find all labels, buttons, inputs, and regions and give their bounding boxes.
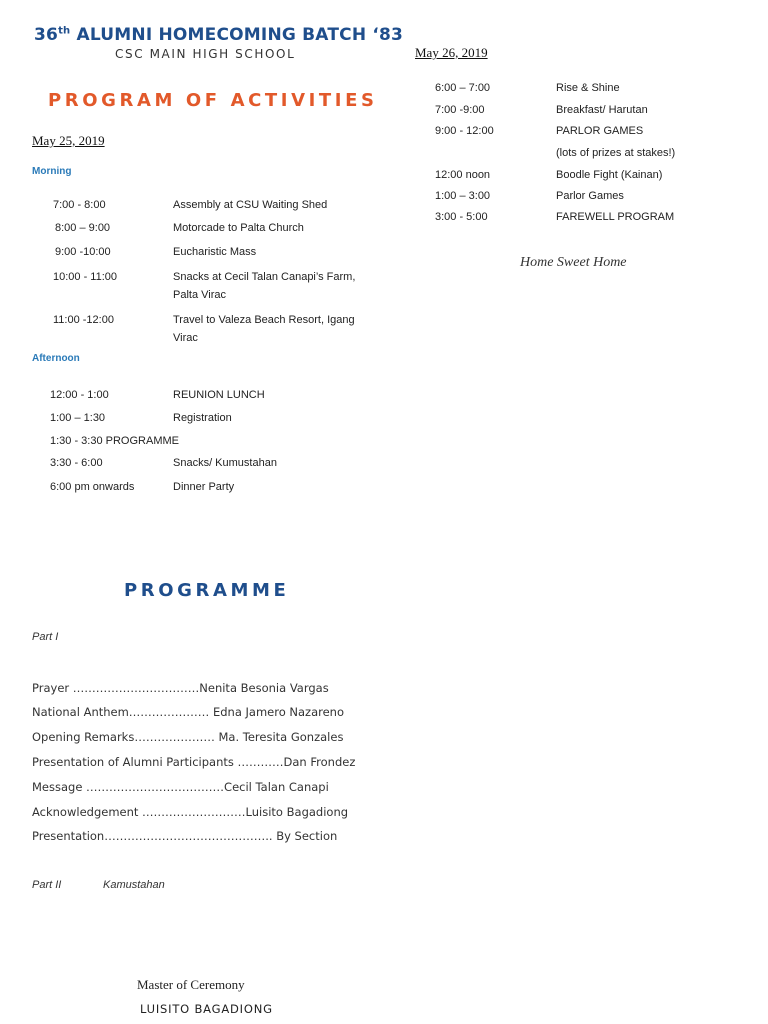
- schedule-activity: REUNION LUNCH: [173, 389, 265, 401]
- document-title: [34, 25, 403, 45]
- schedule-activity: Travel to Valeza Beach Resort, Igang Virac: [173, 314, 355, 344]
- schedule-time: 7:00 - 8:00: [53, 199, 106, 211]
- programme-item: National Anthem………………… Edna Jamero Nazareno: [32, 705, 345, 719]
- programme-item: Presentation…………………………………….. By Section: [32, 829, 338, 843]
- schedule-time: 12:00 - 1:00: [50, 389, 109, 401]
- master-of-ceremony-name: LUISITO BAGADIONG: [140, 1002, 273, 1016]
- part-two-label: Part II: [32, 879, 62, 891]
- schedule-time: 6:00 – 7:00: [435, 82, 491, 94]
- schedule-time: 7:00 -9:00: [435, 104, 485, 116]
- schedule-time: 9:00 -10:00: [55, 246, 111, 258]
- programme-item: Message ………………………………Cecil Talan Canapi: [32, 780, 329, 794]
- schedule-activity: Dinner Party: [173, 481, 235, 493]
- schedule-time: 1:00 – 3:00: [435, 190, 491, 202]
- programme-heading: PROGRAMME: [124, 580, 290, 601]
- schedule-time: 3:00 - 5:00: [435, 211, 488, 223]
- schedule-activity: Assembly at CSU Waiting Shed: [173, 199, 328, 211]
- closing-note: Home Sweet Home: [520, 255, 627, 270]
- schedule-time: 1:30 - 3:30 PROGRAMME: [50, 435, 179, 447]
- schedule-activity: Rise & Shine: [556, 82, 620, 94]
- schedule-activity: Breakfast/ Harutan: [556, 104, 648, 116]
- schedule-activity: Motorcade to Palta Church: [173, 222, 304, 234]
- title-number: 36: [34, 25, 59, 45]
- schedule-activity: Registration: [173, 412, 232, 424]
- title-text: ALUMNI HOMECOMING BATCH ‘83: [70, 25, 404, 45]
- schedule-activity: Parlor Games: [556, 190, 624, 202]
- schedule-time: 3:30 - 6:00: [50, 457, 103, 469]
- programme-item: Prayer ……………………………Nenita Besonia Vargas: [32, 681, 329, 695]
- schedule-activity: Snacks at Cecil Talan Canapi’s Farm, Palta Virac: [173, 271, 356, 301]
- schedule-time: 8:00 – 9:00: [55, 222, 111, 234]
- schedule-activity: Boodle Fight (Kainan): [556, 169, 663, 181]
- schedule-activity: FAREWELL PROGRAM: [556, 211, 675, 223]
- schedule-activity: PARLOR GAMES: [556, 125, 644, 137]
- day2-date: May 26, 2019: [415, 45, 488, 60]
- programme-item: Opening Remarks………………… Ma. Teresita Gonzales: [32, 730, 344, 744]
- school-name: CSC MAIN HIGH SCHOOL: [115, 47, 296, 61]
- morning-label: Morning: [32, 166, 72, 177]
- schedule-time: 10:00 - 11:00: [53, 271, 118, 283]
- schedule-time: 6:00 pm onwards: [50, 481, 135, 493]
- programme-item: Acknowledgement ………………………Luisito Bagadiong: [32, 805, 349, 819]
- schedule-time: 12:00 noon: [435, 169, 491, 181]
- schedule-activity: Eucharistic Mass: [173, 246, 257, 258]
- program-of-activities-heading: PROGRAM OF ACTIVITIES: [48, 90, 378, 111]
- master-of-ceremony-title: Master of Ceremony: [137, 977, 245, 992]
- schedule-time: 9:00 - 12:00: [435, 125, 494, 137]
- part-one-label: Part I: [32, 631, 59, 643]
- programme-item: Presentation of Alumni Participants …………Dan Frondez: [32, 755, 356, 769]
- schedule-activity-note: (lots of prizes at stakes!): [556, 147, 676, 159]
- schedule-time: 1:00 – 1:30: [50, 412, 106, 424]
- part-two-title: Kamustahan: [103, 879, 165, 891]
- day1-date: May 25, 2019: [32, 133, 105, 148]
- title-ordinal-suffix: th: [58, 25, 71, 37]
- afternoon-label: Afternoon: [32, 353, 80, 364]
- schedule-activity: Snacks/ Kumustahan: [173, 457, 277, 469]
- schedule-time: 11:00 -12:00: [53, 314, 114, 326]
